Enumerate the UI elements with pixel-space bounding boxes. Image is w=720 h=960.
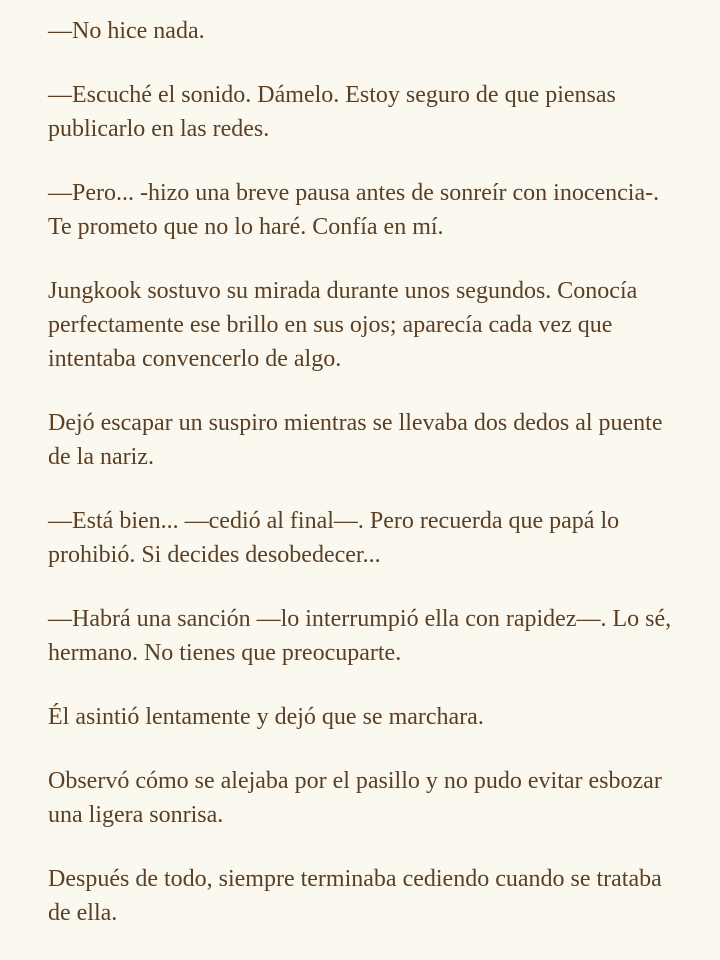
- story-paragraph: Observó cómo se alejaba por el pasillo y no pudo evitar esbozar una ligera sonrisa.: [48, 768, 662, 828]
- story-paragraph: —Habrá una sanción —lo interrumpió ella con rapidez—. Lo sé, hermano. No tienes que preocuparte.: [48, 606, 672, 666]
- story-paragraph: —Está bien... —cedió al final—. Pero recuerda que papá lo prohibió. Si decides desobedecer...: [48, 508, 620, 568]
- story-paragraph: —Escuché el sonido. Dámelo. Estoy seguro de que piensas publicarlo en las redes.: [48, 82, 616, 142]
- story-paragraph: Dejó escapar un suspiro mientras se llevaba dos dedos al puente de la nariz.: [48, 410, 663, 470]
- story-paragraph: Él asintió lentamente y dejó que se marchara.: [48, 704, 484, 730]
- story-paragraph: Jungkook sostuvo su mirada durante unos segundos. Conocía perfectamente ese brillo en sus ojos; aparecía cada vez que intentaba convencerlo de algo.: [48, 278, 638, 372]
- story-paragraph: Después de todo, siempre terminaba cediendo cuando se trataba de ella.: [48, 866, 662, 926]
- story-paragraph: —Pero... -hizo una breve pausa antes de sonreír con inocencia-. Te prometo que no lo haré. Confía en mí.: [48, 180, 660, 240]
- story-paragraph: —No hice nada.: [48, 18, 205, 44]
